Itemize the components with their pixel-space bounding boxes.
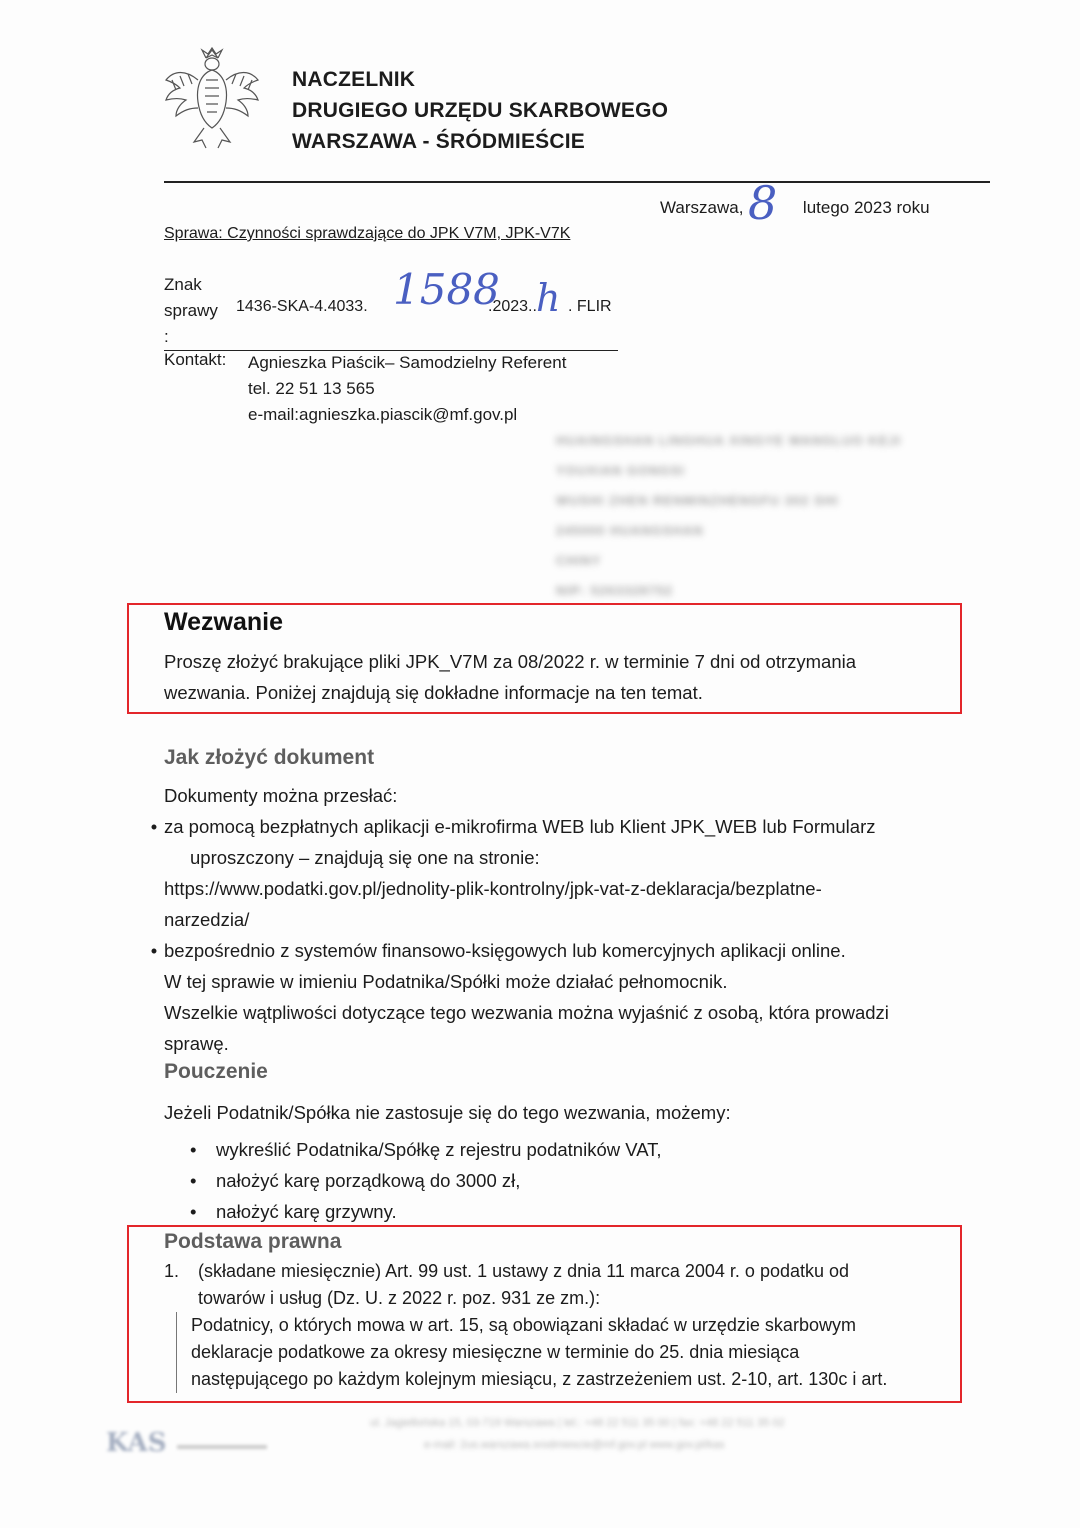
- bullet-icon: •: [150, 940, 158, 961]
- header-line-2: DRUGIEGO URZĘDU SKARBOWEGO: [292, 99, 669, 122]
- contact-phone: tel. 22 51 13 565: [248, 379, 375, 398]
- case-ref-label: [164, 272, 218, 350]
- contact-name: Agnieszka Piaścik– Samodzielny Referent: [248, 353, 567, 372]
- attorney-note: W tej sprawie w imieniu Podatnika/Spółki może działać pełnomocnik.: [164, 971, 728, 992]
- bullet-1-cont: uproszczony – znajdują się one na stronie:: [190, 847, 540, 868]
- bullet-icon: •: [150, 816, 158, 837]
- legal-basis-line-1: (składane miesięcznie) Art. 99 ust. 1 ustawy z dnia 11 marca 2004 r. o podatku od: [198, 1261, 850, 1281]
- recipient-line: 245000 HUANGSHAN: [556, 523, 704, 538]
- summons-line-2: wezwania. Poniżej znajdują się dokładne informacje na ten temat.: [164, 682, 703, 703]
- header-divider: [164, 181, 990, 183]
- summons-heading: Wezwanie: [164, 608, 284, 636]
- list-item: [190, 1165, 662, 1196]
- case-ref-year: .2023..: [488, 298, 537, 315]
- polish-eagle-emblem-icon: [160, 40, 264, 152]
- case-ref-label-line3: :: [164, 327, 169, 346]
- podatki-url-line2[interactable]: narzedzia/: [164, 909, 250, 930]
- date-suffix: lutego 2023 roku: [802, 198, 930, 217]
- instruction-intro: Jeżeli Podatnik/Spółka nie zastosuje się do tego wezwania, możemy:: [164, 1102, 731, 1123]
- bullet-1-text: za pomocą bezpłatnych aplikacji e-mikrofirma WEB lub Klient JPK_WEB lub Formularz: [164, 816, 876, 837]
- date-day-handwritten: 8: [748, 176, 778, 230]
- footer-contact-redacted: [370, 1412, 785, 1456]
- footer-line-2: e-mail: 2us.warszawa.srodmiescie@mf.gov.pl www.gov.pl/kas: [424, 1439, 725, 1451]
- legal-quote: [176, 1312, 981, 1393]
- how-to-intro: Dokumenty można przesłać:: [164, 785, 398, 806]
- list-item: [144, 811, 964, 842]
- legal-quote-line-3: następującego po każdym kolejnym miesiącu, z zastrzeżeniem ust. 2-10, art. 130c i art.: [191, 1369, 888, 1389]
- legal-quote-line-2: deklaracje podatkowe za okresy miesięczne w terminie do 25. dnia miesiąca: [191, 1342, 800, 1362]
- case-ref-suffix: . FLIR: [568, 298, 612, 315]
- legal-basis-line-2: towarów i usług (Dz. U. z 2022 r. poz. 931 ze zm.):: [198, 1288, 601, 1308]
- how-to-submit-body: [144, 780, 964, 1059]
- instruction-list: [190, 1134, 662, 1227]
- case-ref-prefix: 1436-SKA-4.4033.: [236, 298, 368, 315]
- instruction-item: nałożyć karę grzywny.: [216, 1201, 397, 1222]
- list-item: [190, 1134, 662, 1165]
- legal-basis-item: [164, 1258, 944, 1312]
- podatki-url-line1[interactable]: https://www.podatki.gov.pl/jednolity-plik-kontrolny/jpk-vat-z-deklaracja/bezplatne-: [164, 878, 822, 899]
- kas-logo-text: KAS: [106, 1428, 167, 1458]
- summons-text: [164, 646, 944, 708]
- legal-quote-line-1: Podatnicy, o których mowa w art. 15, są obowiązani składać w urzędzie skarbowym: [191, 1315, 856, 1335]
- bullet-2-text: bezpośrednio z systemów finansowo-księgowych lub komercyjnych aplikacji online.: [164, 940, 846, 961]
- bullet-icon: •: [190, 1201, 197, 1222]
- instruction-item: nałożyć karę porządkową do 3000 zł,: [216, 1170, 521, 1191]
- office-header: [292, 64, 668, 157]
- contact-block: [248, 350, 566, 428]
- footer-line-1: ul. Jagiellońska 15, 03-719 Warszawa | tel.: +48 22 511 35 00 | fax: +48 22 511 35 02: [370, 1417, 785, 1429]
- recipient-line: HUAINGSHAN LINGHUA XINGYE WANGLUO KEJI: [556, 433, 902, 448]
- list-item: [190, 1196, 662, 1227]
- instruction-item: wykreślić Podatnika/Spółkę z rejestru podatników VAT,: [216, 1139, 662, 1160]
- recipient-address-redacted: [556, 426, 901, 606]
- kas-logo-icon: [106, 1428, 276, 1462]
- how-to-submit-heading: Jak złożyć dokument: [164, 746, 375, 769]
- legal-basis-text: [198, 1258, 944, 1312]
- recipient-line: CHINY: [556, 553, 602, 568]
- bullet-icon: •: [190, 1139, 197, 1160]
- date-prefix: Warszawa,: [660, 198, 744, 217]
- bullet-icon: •: [190, 1170, 197, 1191]
- summons-line-1: Proszę złożyć brakujące pliki JPK_V7M za 08/2022 r. w terminie 7 dni od otrzymania: [164, 651, 857, 672]
- list-item: [144, 935, 964, 966]
- date-line: [660, 198, 930, 218]
- legal-basis-number: 1.: [164, 1261, 180, 1281]
- case-ref-initial-handwritten: h: [536, 276, 561, 320]
- recipient-line: NIP: 5263328752: [556, 583, 673, 598]
- case-ref-label-line1: Znak: [164, 275, 202, 294]
- doubts-note-1: Wszelkie wątpliwości dotyczące tego wezwania można wyjaśnić z osobą, która prowadzi: [164, 1002, 889, 1023]
- case-ref-number-handwritten: 1588: [393, 265, 500, 314]
- instruction-heading: Pouczenie: [164, 1060, 268, 1083]
- header-line-3: WARSZAWA - ŚRÓDMIEŚCIE: [292, 130, 585, 153]
- header-line-1: NACZELNIK: [292, 68, 416, 91]
- doubts-note-2: sprawę.: [164, 1033, 229, 1054]
- case-ref-label-line2: sprawy: [164, 301, 218, 320]
- recipient-line: WUSHI ZHEN RENMINZHENGFU 302 SHI: [556, 493, 839, 508]
- contact-email: e-mail:agnieszka.piascik@mf.gov.pl: [248, 405, 518, 424]
- recipient-line: YOUXIAN GONGSI: [556, 463, 685, 478]
- legal-basis-heading: Podstawa prawna: [164, 1230, 342, 1253]
- case-subject: Sprawa: Czynności sprawdzające do JPK V7M, JPK-V7K: [164, 225, 571, 242]
- contact-label: Kontakt:: [164, 350, 227, 369]
